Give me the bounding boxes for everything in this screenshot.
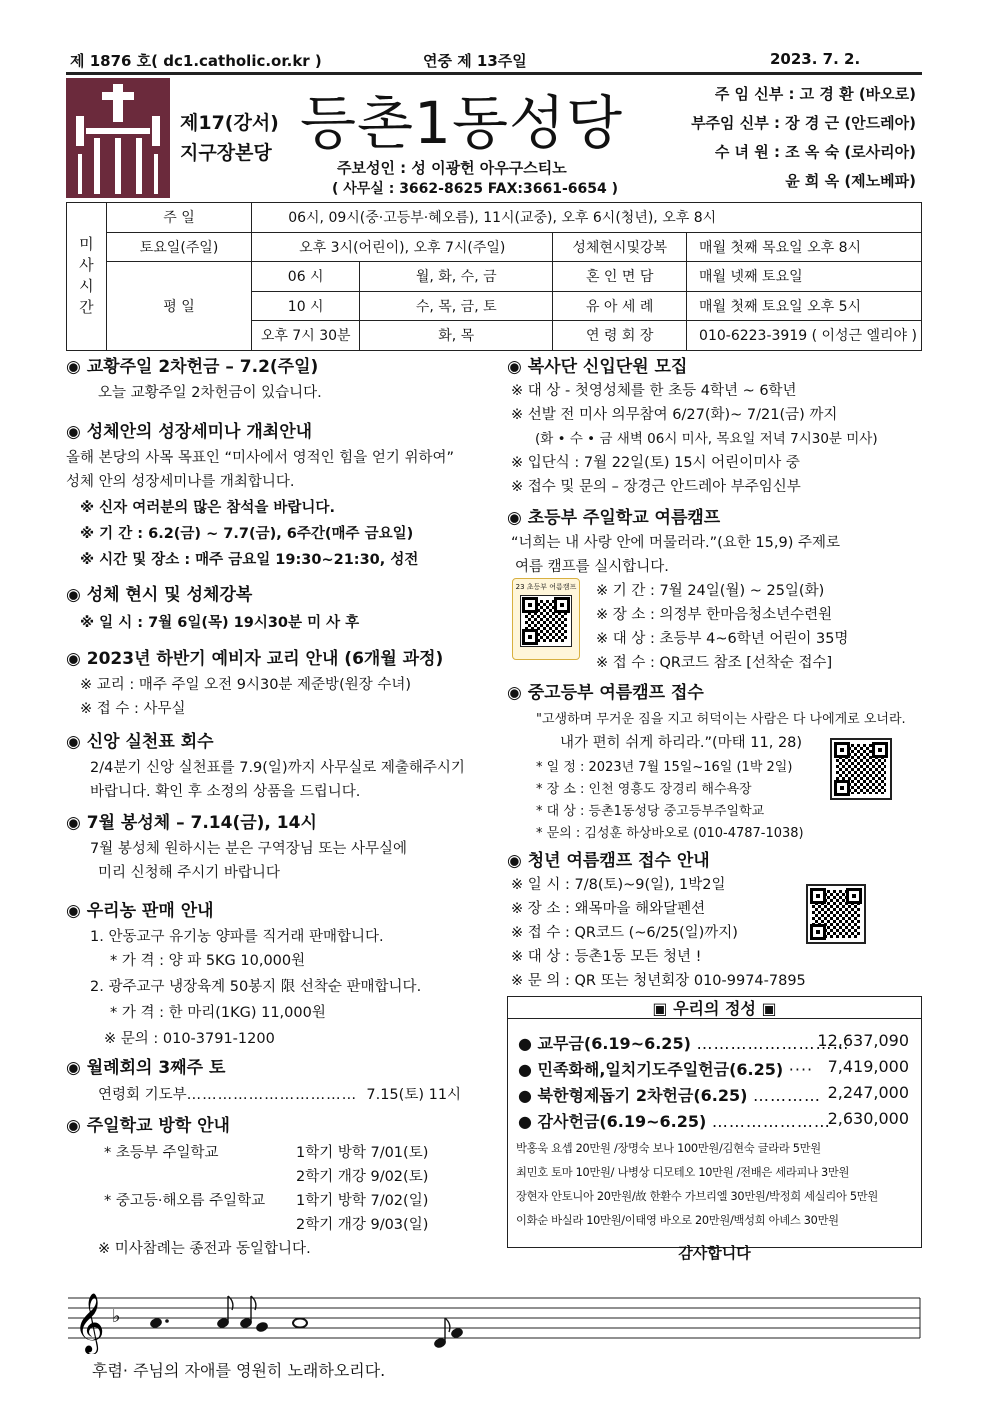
section-text: ※ 문의 : 010-3791-1200 (104, 1031, 275, 1047)
section-text: * 가 격 : 한 마리(1KG) 11,000원 (110, 1005, 326, 1021)
adoration-value: 매월 첫째 목요일 오후 8시 (687, 232, 922, 262)
section-title: ◉ 월례회의 3째주 토 (66, 1058, 226, 1078)
section-text: * 일 정 : 2023년 7월 15일~16일 (1박 2일) (536, 760, 793, 775)
svg-text:𝄞: 𝄞 (74, 1293, 105, 1353)
qr-card-elementary[interactable] (512, 578, 580, 660)
section-text: ※ 대 상 : 등촌1동 모든 청년 ! (511, 949, 702, 965)
section-text: 2. 광주교구 냉장육계 50봉지 限 선착순 판매합니다. (90, 979, 422, 995)
issue-date: 2023. 7. 2. (770, 50, 861, 68)
weekday-days: 화, 목 (360, 321, 553, 351)
district-line-1: 제17(강서) (180, 112, 279, 134)
event-label: 유 아 세 례 (553, 291, 687, 321)
section-text: 오늘 교황주일 2차헌금이 있습니다. (98, 385, 322, 401)
section-text: * 대 상 : 등촌1동성당 중고등부주일학교 (536, 804, 765, 819)
svg-text:♭: ♭ (112, 1306, 121, 1327)
offering-amount: 7,419,000 (827, 1057, 909, 1076)
section-text: ※ 일 시 : 7/8(토)~9(일), 1박2일 (511, 877, 726, 893)
section-title: ◉ 교황주일 2차헌금 – 7.2(주일) (66, 357, 319, 377)
event-value: 010-6223-3919 ( 이성근 엘리야 ) (687, 321, 922, 351)
section-text: ※ 미사참례는 종전과 동일합니다. (98, 1241, 311, 1257)
weekday-label: 평 일 (106, 262, 251, 351)
section-title: ◉ 초등부 주일학교 여름캠프 (507, 508, 721, 528)
weekday-days: 월, 화, 수, 금 (360, 262, 553, 292)
offering-row: ● 교무금(6.19~6.25) ……………………… (518, 1034, 850, 1053)
section-text: ※ 일 시 : 7월 6일(목) 19시30분 미 사 후 (80, 615, 360, 631)
section-text: ※ 접수 및 문의 – 장경근 안드레아 부주임신부 (511, 479, 801, 495)
weekday-time: 10 시 (252, 291, 360, 321)
offering-row: ● 북한형제돕기 2차헌금(6.25) ………… (518, 1086, 822, 1105)
adoration-label: 성체현시및강복 (553, 232, 687, 262)
offering-title: ▣ 우리의 정성 ▣ (652, 999, 777, 1018)
event-value: 매월 첫째 토요일 오후 5시 (687, 291, 922, 321)
staff-list (616, 80, 916, 196)
music-lyrics: 후렴· 주님의 자애를 영원히 노래하오리다. (92, 1361, 386, 1380)
section-text: 2/4분기 신앙 실천표를 7.9(일)까지 사무실로 제출해주시기 (90, 760, 465, 776)
saturday-times: 오후 3시(어린이), 오후 7시(주일) (252, 232, 553, 262)
offering-row: ● 민족화해,일치기도주일헌금(6.25) ···· (518, 1060, 814, 1079)
section-text: ※ 장 소 : 의정부 한마음청소년수련원 (596, 607, 833, 623)
event-label: 혼 인 면 담 (553, 262, 687, 292)
section-text: 내가 편히 쉬게 하리라.”(마태 11, 28) (560, 735, 803, 751)
section-title: ◉ 복사단 신입단원 모집 (507, 357, 688, 377)
offering-amount: 12,637,090 (817, 1031, 909, 1050)
donor-line: 이화순 바실라 10만원/이태영 바오로 20만원/백성희 아녜스 30만원 (516, 1214, 839, 1227)
section-text: ※ 입단식 : 7월 22일(토) 15시 어린이미사 중 (511, 455, 800, 471)
section-text: * 장 소 : 인천 영흥도 장경리 해수욕장 (536, 782, 752, 797)
section-title: ◉ 주일학교 방학 안내 (66, 1116, 230, 1136)
qr-code-icon[interactable] (830, 738, 892, 800)
section-text: 바랍니다. 확인 후 소정의 상품을 드립니다. (90, 784, 361, 800)
section-text: * 가 격 : 양 파 5KG 10,000원 (110, 953, 306, 969)
sunday-times: 06시, 09시(중·고등부·혜오름), 11시(교중), 오후 6시(청년), 오후 8시 (252, 203, 922, 233)
church-logo (66, 78, 170, 198)
church-title: 등촌1동성당 (300, 89, 624, 157)
music-staff (68, 1284, 924, 1354)
weekday-time: 오후 7시 30분 (252, 321, 360, 351)
staff-assistant: 부주임 신부 : 장 경 근 (안드레아) (691, 114, 916, 132)
section-title: ◉ 2023년 하반기 예비자 교리 안내 (6개월 과정) (66, 649, 444, 669)
section-text: ※ 접 수 : 사무실 (80, 701, 186, 717)
qr-code-icon[interactable] (520, 595, 572, 647)
section-title: ◉ 우리농 판매 안내 (66, 901, 214, 921)
section-text: ※ 접 수 : QR코드 (~6/25(일)까지) (511, 925, 738, 941)
patron-saint: 주보성인 : 성 이광헌 아우구스티노 (337, 159, 567, 177)
staff-sister-1: 수 녀 원 : 조 옥 숙 (로사리아) (714, 143, 916, 161)
section-text: ※ 선발 전 미사 의무참여 6/27(화)~ 7/21(금) 까지 (511, 407, 838, 423)
section-text: ※ 시간 및 장소 : 매주 금요일 19:30~21:30, 성전 (80, 552, 419, 568)
donor-line: 최민호 토마 10만원/ 나병상 디모테오 10만원 /전배은 세라피나 3만원 (516, 1166, 850, 1179)
section-text: 올해 본당의 사목 목표인 “미사에서 영적인 힘을 얻기 위하여” (66, 450, 455, 466)
section-text: ※ 문 의 : QR 또는 청년회장 010-9974-7895 (511, 973, 806, 989)
section-text: 1학기 방학 7/01(토) (296, 1145, 429, 1161)
mass-schedule-table (66, 202, 922, 351)
section-text: * 중고등·해오름 주일학교 (104, 1193, 266, 1209)
section-title: ◉ 청년 여름캠프 접수 안내 (507, 851, 710, 871)
section-text: * 문의 : 김성훈 하상바오로 (010-4787-1038) (536, 826, 804, 841)
divider (508, 1018, 921, 1019)
section-text: 7월 봉성체 원하시는 분은 구역장님 또는 사무실에 (90, 841, 408, 857)
section-text: ※ 기 간 : 7월 24일(월) ~ 25일(화) (596, 583, 825, 599)
section-text: 1학기 방학 7/02(일) (296, 1193, 429, 1209)
section-text: ※ 대 상 - 첫영성체를 한 초등 4학년 ~ 6학년 (511, 383, 797, 399)
section-text: ※ 신자 여러분의 많은 참석을 바랍니다. (80, 500, 335, 516)
section-text: "고생하며 무거운 짐을 지고 허덕이는 사람은 다 나에게로 오너라. (536, 712, 906, 727)
header-rule (66, 72, 922, 75)
section-text: ※ 접 수 : QR코드 참조 [선착순 접수] (596, 655, 833, 671)
section-text: ※ 대 상 : 초등부 4~6학년 어린이 35명 (596, 631, 849, 647)
weekday-days: 수, 목, 금, 토 (360, 291, 553, 321)
offering-amount: 2,247,000 (827, 1083, 909, 1102)
district-line-2: 지구장본당 (180, 142, 272, 164)
section-text: ※ 기 간 : 6.2(금) ~ 7.7(금), 6주간(매주 금요일) (80, 526, 414, 542)
weekday-time: 06 시 (252, 262, 360, 292)
offering-amount: 2,630,000 (827, 1109, 909, 1128)
section-text: 미리 신청해 주시기 바랍니다 (98, 865, 280, 881)
qr-code-icon[interactable] (806, 884, 866, 944)
thanks-text: 감사합니다 (678, 1244, 751, 1262)
donor-line: 장현자 안토니아 20만원/故 한환수 가브리엘 30만원/박정희 세실리아 5만원 (516, 1190, 879, 1203)
staff-sister-2: 윤 희 옥 (제노베파) (785, 172, 916, 190)
section-text: ※ 장 소 : 왜목마을 해와달펜션 (511, 901, 706, 917)
donor-line: 박홍욱 요셉 20만원 /장명숙 보나 100만원/김현숙 글라라 5만원 (516, 1142, 821, 1155)
office-contact: ( 사무실 : 3662-8625 FAX:3661-6654 ) (332, 181, 619, 197)
event-label: 연 령 회 장 (553, 321, 687, 351)
offering-row: ● 감사헌금(6.19~6.25) ………………… (518, 1112, 831, 1131)
mass-side-label: 미 사 시 간 (67, 203, 107, 351)
section-text: 성체 안의 성장세미나를 개최합니다. (66, 474, 295, 490)
section-text: 1. 안동교구 유기농 양파를 직거래 판매합니다. (90, 929, 384, 945)
liturgical-week: 연중 제 13주일 (423, 52, 527, 70)
donor-list (516, 1137, 878, 1233)
section-text: 연령회 기도부…………………………… 7.15(토) 11시 (98, 1087, 462, 1103)
section-title: ◉ 중고등부 여름캠프 접수 (507, 683, 704, 703)
issue-number: 제 1876 호( dc1.catholic.or.kr ) (70, 52, 322, 70)
section-text: 2학기 개강 9/02(토) (296, 1169, 429, 1185)
staff-pastor: 주 임 신부 : 고 경 환 (바오로) (714, 85, 916, 103)
event-value: 매월 넷째 토요일 (687, 262, 922, 292)
section-text: “너희는 내 사랑 안에 머물러라.”(요한 15,9) 주제로 (511, 535, 841, 551)
section-text: (화 • 수 • 금 새벽 06시 미사, 목요일 저녁 7시30분 미사) (535, 431, 878, 447)
section-text: * 초등부 주일학교 (104, 1145, 219, 1161)
section-text: 2학기 개강 9/03(일) (296, 1217, 429, 1233)
section-title: ◉ 성체안의 성장세미나 개최안내 (66, 422, 313, 442)
section-title: ◉ 성체 현시 및 성체강복 (66, 585, 253, 605)
section-text: ※ 교리 : 매주 주일 오전 9시30분 제준방(원장 수녀) (80, 677, 412, 693)
qr-caption: 23 초등부 여름캠프 (515, 583, 577, 591)
offering-box (507, 996, 922, 1248)
section-title: ◉ 신앙 실천표 회수 (66, 732, 214, 752)
section-title: ◉ 7월 봉성체 – 7.14(금), 14시 (66, 813, 317, 833)
sunday-label: 주 일 (106, 203, 251, 233)
section-text: 여름 캠프를 실시합니다. (515, 559, 669, 575)
saturday-label: 토요일(주일) (106, 232, 251, 262)
